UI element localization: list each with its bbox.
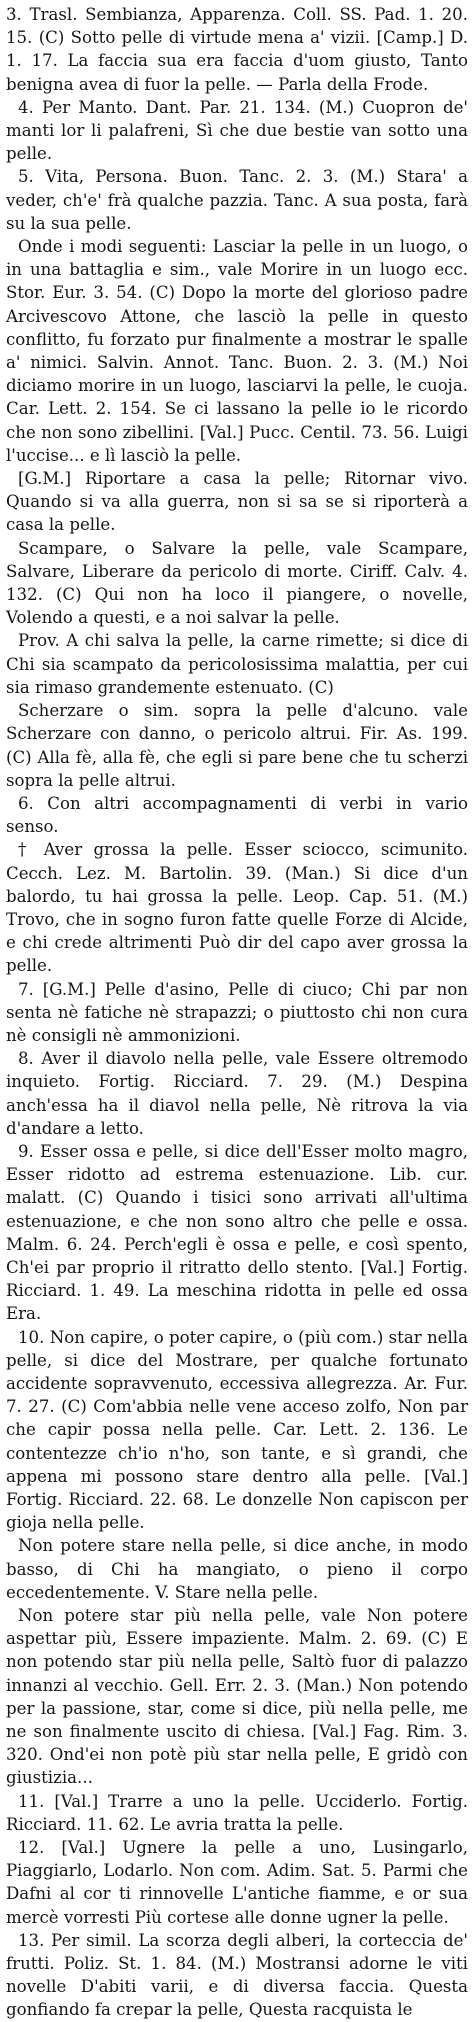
entry-sense-3: 3. Trasl. Sembianza, Apparenza. Coll. SS. Pad. 1. 20. 15. (C) Sotto pelle di virtude mena a' vizii. [Camp.] D. 1. 17. La faccia sua era faccia d'uom giusto, Tanto benigna avea di fuor la pelle. — Parla della Frode. — [6, 5, 468, 94]
entry-sense-10: 10. Non capire, o poter capire, o (più com.) star nella pelle, si dice del Mostrare, per qualche fortunato accidente sopravvenuto, eccessiva allegrezza. Ar. Fur. 7. 27. (C) Com'abbia nelle vene acceso zolfo, Non par che capir possa nella pelle. Car. Lett. 2. 136. Le contentezze ch'io n'ho, son tante, e sì grandi, che appena mi possono stare dentro alla pelle. [Val.] Fortig. Ricciard. 22. 68. Le donzelle Non capiscon per gioja nella pelle. — [6, 1327, 468, 1533]
entry-lasciar-la-pelle: Onde i modi seguenti: Lasciar la pelle in un luogo, o in una battaglia e sim., vale Morire in un luogo ecc. Stor. Eur. 3. 54. (C) Dopo la morte del glorioso padre Arcivescovo Attone, che lasciò la pelle in questo conflitto, fu forzato pur finalmente a mostrar le spalle a' nimici. Salvin. Annot. Tanc. Buon. 2. 3. (M.) Noi diciamo morire in un luogo, lasciarvi la pelle, le cuoja. Car. Lett. 2. 154. Se ci lassano la pelle io le ricordo che non sono zibellini. [Val.] Pucc. Centil. 73. 56. Luigi l'uccise... e lì lasciò la pelle. — [6, 237, 468, 465]
entry-sense-4: 4. Per Manto. Dant. Par. 21. 134. (M.) Cuopron de' manti lor li palafreni, Sì che due bestie van sotto una pelle. — [6, 97, 468, 164]
entry-sense-11: 11. [Val.] Trarre a uno la pelle. Ucciderlo. Fortig. Ricciard. 11. 62. Le avria tratta la pelle. — [6, 1791, 468, 1834]
entry-scherzare-sopra-la-pelle: Scherzare o sim. sopra la pelle d'alcuno. vale Scherzare con danno, o pericolo altrui. Fir. As. 199. (C) Alla fè, alla fè, che egli si pare bene che tu scherzi sopra la pelle altrui. — [6, 701, 468, 790]
entry-scampare-la-pelle: Scampare, o Salvare la pelle, vale Scampare, Salvare, Liberare da pericolo di morte. Ciriff. Calv. 4. 132. (C) Qui non ha loco il piangere, o novelle, Volendo a questi, e a noi salvar la pelle. — [6, 538, 468, 628]
entry-non-potere-star-piu-nella-pelle: Non potere star più nella pelle, vale Non potere aspettar più, Essere impaziente. Malm. 2. 69. (C) E non potendo star più nella pelle, Saltò fuor di palazzo innanzi al vecchio. Gell. Err. 2. 3. (Man.) Non potendo per la passione, star, come si dice, più nella pelle, me ne son finalmente uscito di chiesa. [Val.] Fag. Rim. 3. 320. Ond'ei non potè più star nella pelle, E gridò con giustizia... — [6, 1606, 468, 1788]
entry-sense-5: 5. Vita, Persona. Buon. Tanc. 2. 3. (M.) Stara' a veder, ch'e' frà qualche pazzia. Tanc. A sua posta, farà su la sua pelle. — [6, 167, 468, 233]
entry-aver-grossa-la-pelle: † Aver grossa la pelle. Esser sciocco, scimunito. Cecch. Lez. M. Bartolin. 39. (Man.) Si dice d'un balordo, tu hai grossa la pelle. Leop. Cap. 51. (M.) Trovo, che in sogno furon fatte quelle Forze di Alcide, e chi crede altrimenti Può dir del capo aver grossa la pelle. — [6, 840, 468, 976]
entry-sense-12: 12. [Val.] Ugnere la pelle a uno, Lusingarlo, Piaggiarlo, Lodarlo. Non com. Adim. Sat. 5. Parmi che Dafni al cor ti rinnovelle L'antiche fiamme, e or sua mercè vorresti Più cortese alle donne ugner la pelle. — [6, 1838, 468, 1927]
entry-sense-9: 9. Esser ossa e pelle, si dice dell'Esser molto magro, Esser ridotto ad estrema estenuazione. Lib. cur. malatt. (C) Quando i tisici sono arrivati all'ultima estenuazione, e che non sono altro che pelle e ossa. Malm. 6. 24. Perch'egli è ossa e pelle, e così spento, Ch'ei par proprio il ritratto dello stento. [Val.] Fortig. Ricciard. 1. 49. La meschina ridotta in pelle ed ossa Era. — [6, 1141, 468, 1324]
entry-riportare-a-casa-la-pelle: [G.M.] Riportare a casa la pelle; Ritornar vivo. Quando si va alla guerra, non si sa se si riporterà a casa la pelle. — [6, 469, 468, 535]
entry-sense-13: 13. Per simil. La scorza degli alberi, la corteccia de' frutti. Poliz. St. 1. 84. (M.) Mostransi adorne le viti novelle D'abiti varii, e di diversa faccia. Questa gonfiando fa crepar la pelle, Questa racquista le — [6, 1930, 468, 2020]
entry-sense-7: 7. [G.M.] Pelle d'asino, Pelle di ciuco; Chi par non senta nè fatiche nè strapazzi; o piuttosto chi non cura nè consigli nè ammonizioni. — [6, 979, 468, 1045]
entry-sense-6: 6. Con altri accompagnamenti di verbi in vario senso. — [6, 793, 468, 837]
entry-proverb: Prov. A chi salva la pelle, la carne rimette; si dice di Chi sia scampato da pericolosissima malattia, per cui sia rimaso grandemente estenuato. (C) — [6, 631, 468, 697]
entry-sense-8: 8. Aver il diavolo nella pelle, vale Essere oltremodo inquieto. Fortig. Ricciard. 7. 29. (M.) Despina anch'essa ha il diavol nella pelle, Nè ritrova la via d'andare a letto. — [6, 1049, 468, 1138]
entry-non-potere-stare-nella-pelle: Non potere stare nella pelle, si dice anche, in modo basso, di Chi ha mangiato, o pieno il corpo eccedentemente. V. Stare nella pelle. — [6, 1536, 468, 1602]
